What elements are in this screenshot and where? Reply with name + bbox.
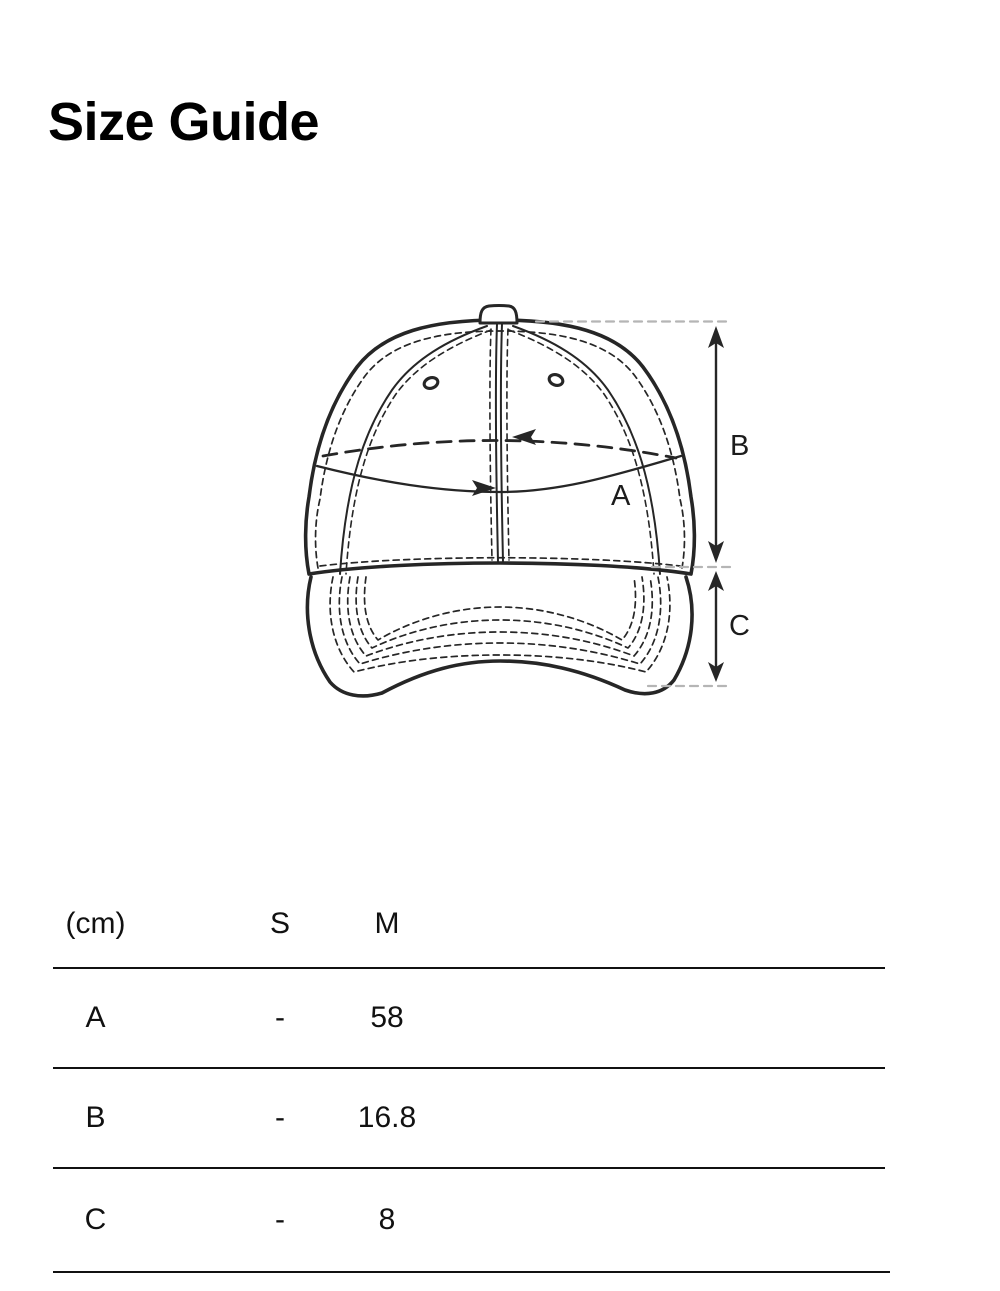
value-m: 8 [378,1203,396,1236]
table-row [53,1069,885,1169]
label-b: B [730,430,750,462]
label-a: A [611,480,631,512]
row-label: A [85,1001,106,1034]
value-s: - [275,1203,285,1236]
label-c: C [729,610,750,642]
dimension-line-b [708,326,724,563]
cap-brim [307,577,692,696]
cap-button [480,306,517,323]
page-title: Size Guide [48,92,320,152]
value-m: 58 [370,1001,404,1034]
cap-crown [306,306,695,574]
value-s: - [275,1001,285,1034]
table-header-row [53,880,885,969]
row-label: B [85,1101,106,1134]
unit-label: (cm) [65,906,126,940]
table-row [53,969,885,1069]
value-m: 16.8 [357,1101,417,1134]
column-header-s: S [269,906,290,940]
column-header-m: M [374,906,400,940]
value-s: - [275,1101,285,1134]
table-row [53,1169,890,1273]
row-label: C [84,1203,107,1236]
dimension-line-c [708,571,724,682]
